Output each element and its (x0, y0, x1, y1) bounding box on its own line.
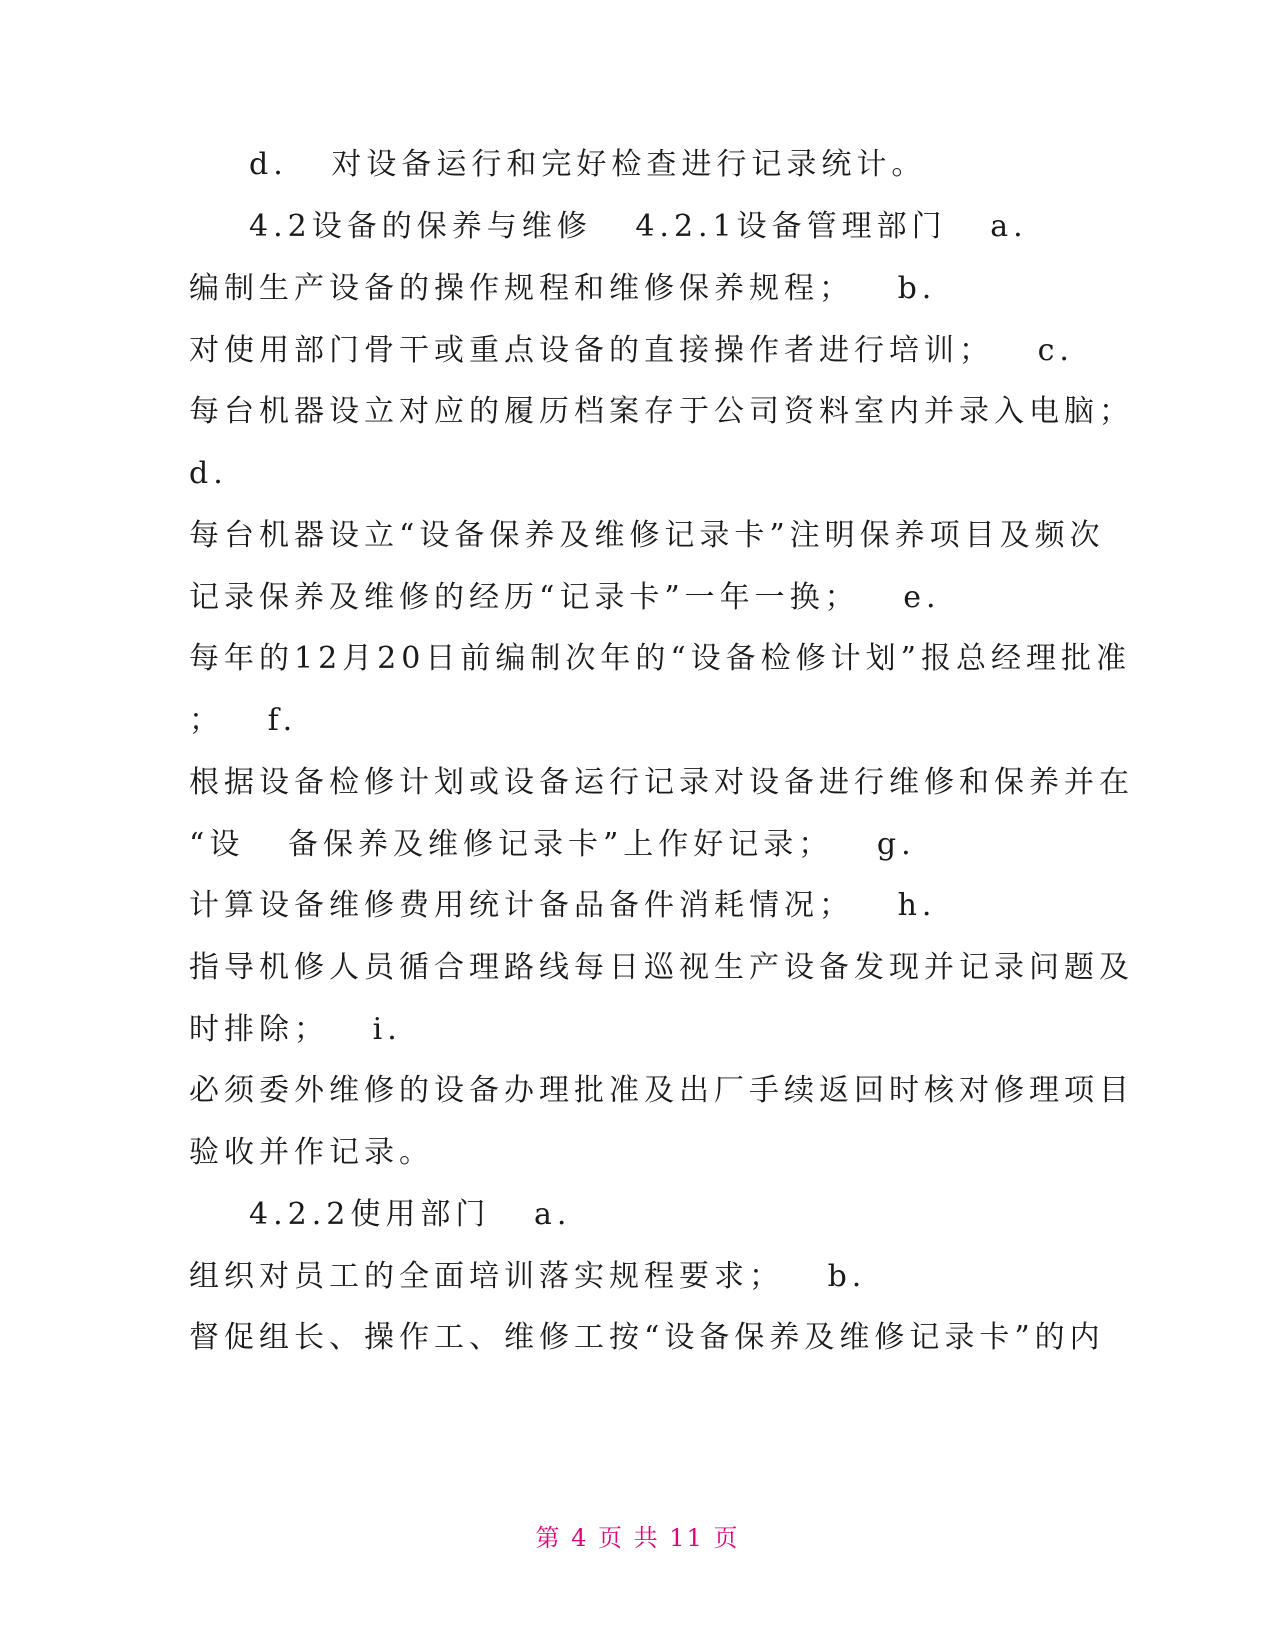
text-line: 时排除； i. (189, 1012, 402, 1047)
text-line: “设 备保养及维修记录卡”上作好记录； g. (189, 827, 916, 862)
section-heading-4-2: 4.2设备的保养与维修 4.2.1设备管理部门 a. (249, 209, 1028, 244)
text-line: 对使用部门骨干或重点设备的直接操作者进行培训； c. (189, 333, 1074, 368)
section-heading-4-2-2: 4.2.2使用部门 a. (249, 1197, 572, 1232)
text-line: 组织对员工的全面培训落实规程要求； b. (189, 1259, 867, 1294)
text-line: 计算设备维修费用统计备品备件消耗情况； h. (189, 888, 937, 923)
text-line: 编制生产设备的操作规程和维修保养规程； b. (189, 271, 937, 306)
text-line: ； f. (189, 703, 298, 738)
text-line: 每年的12月20日前编制次年的“设备检修计划”报总经理批准 (189, 641, 1132, 676)
text-line: 必须委外维修的设备办理批准及出厂手续返回时核对修理项目 (189, 1073, 1134, 1108)
text-line: d. (189, 456, 228, 491)
text-line: 督促组长、操作工、维修工按“设备保养及维修记录卡”的内 (189, 1320, 1105, 1355)
text-line: 每台机器设立“设备保养及维修记录卡”注明保养项目及频次 (189, 518, 1105, 553)
text-line: 记录保养及维修的经历“记录卡”一年一换； e. (189, 580, 941, 615)
text-line: 验收并作记录。 (189, 1135, 434, 1170)
page-number-footer: 第 4 页 共 11 页 (535, 1524, 740, 1552)
text-line: 每台机器设立对应的履历档案存于公司资料室内并录入电脑； (189, 394, 1134, 429)
text-line: 指导机修人员循合理路线每日巡视生产设备发现并记录问题及 (189, 950, 1134, 985)
text-line: d. 对设备运行和完好检查进行记录统计。 (249, 147, 927, 182)
text-line: 根据设备检修计划或设备运行记录对设备进行维修和保养并在 (189, 765, 1134, 800)
